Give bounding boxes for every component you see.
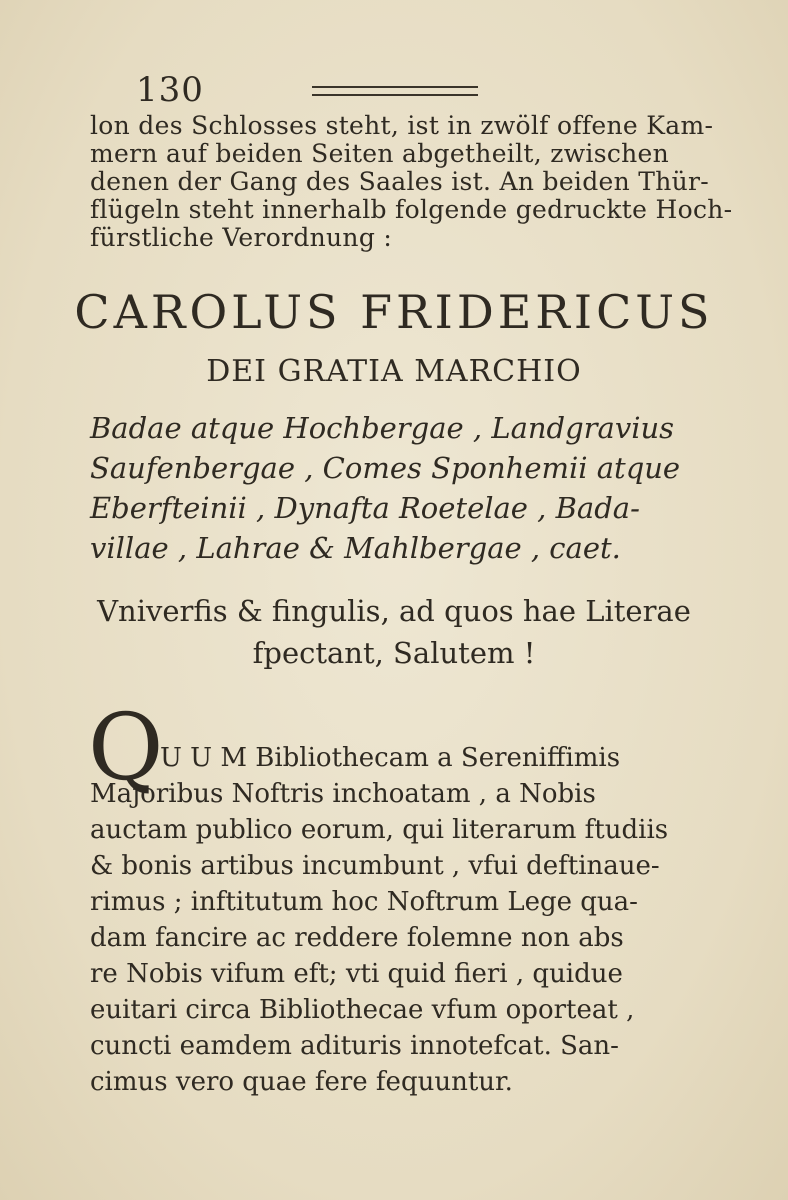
drop-cap: Q bbox=[88, 694, 164, 801]
text-line: cimus vero quae fere fequuntur. bbox=[90, 1067, 513, 1097]
text-line: dam fancire ac reddere folemne non abs bbox=[90, 923, 624, 953]
text-line: Eberfteinii , Dynafta Roetelae , Bada- bbox=[90, 491, 640, 525]
text-line: rimus ; inftitutum hoc Noftrum Lege qua- bbox=[90, 887, 638, 917]
decree-subtitle: DEI GRATIA MARCHIO bbox=[206, 354, 582, 389]
text-line: flügeln steht innerhalb folgende gedruckte Hoch- bbox=[90, 195, 733, 224]
text-line: mern auf beiden Seiten abgetheilt, zwischen bbox=[90, 139, 670, 168]
text-line: Badae atque Hochbergae , Landgravius bbox=[90, 411, 675, 445]
text-line: denen der Gang des Saales ist. An beiden Thür- bbox=[90, 167, 710, 196]
noble-titles bbox=[90, 408, 690, 568]
text-line: U U M Bibliothecam a Sereniffimis bbox=[160, 743, 621, 773]
text-line: fürstliche Verordnung : bbox=[90, 223, 393, 252]
text-line: cuncti eamdem adituris innotefcat. San- bbox=[90, 1031, 619, 1061]
text-line: fpectant, Salutem ! bbox=[252, 636, 536, 670]
text-line: lon des Schlosses steht, ist in zwölf offene Kam- bbox=[90, 111, 714, 140]
page-number: 130 bbox=[136, 70, 204, 110]
text-line: euitari circa Bibliothecae vfum oporteat , bbox=[90, 995, 635, 1025]
text-line: Vniverfis & fingulis, ad quos hae Literae bbox=[97, 594, 691, 628]
header-rule bbox=[312, 86, 478, 96]
text-line: auctam publico eorum, qui literarum ftudiis bbox=[90, 815, 669, 845]
text-line: villae , Lahrae & Mahlbergae , caet. bbox=[90, 531, 621, 565]
decree-title: CAROLUS FRIDERICUS bbox=[74, 285, 714, 339]
text-line: Majoribus Noftris inchoatam , a Nobis bbox=[90, 779, 596, 809]
latin-paragraph bbox=[90, 740, 686, 1100]
german-paragraph bbox=[90, 111, 733, 252]
salutation bbox=[0, 590, 788, 674]
text-line: & bonis artibus incumbunt , vfui deftinaue- bbox=[90, 851, 660, 881]
text-line: re Nobis vifum eft; vti quid fieri , quidue bbox=[90, 959, 623, 989]
text-line: Saufenbergae , Comes Sponhemii atque bbox=[90, 451, 681, 485]
